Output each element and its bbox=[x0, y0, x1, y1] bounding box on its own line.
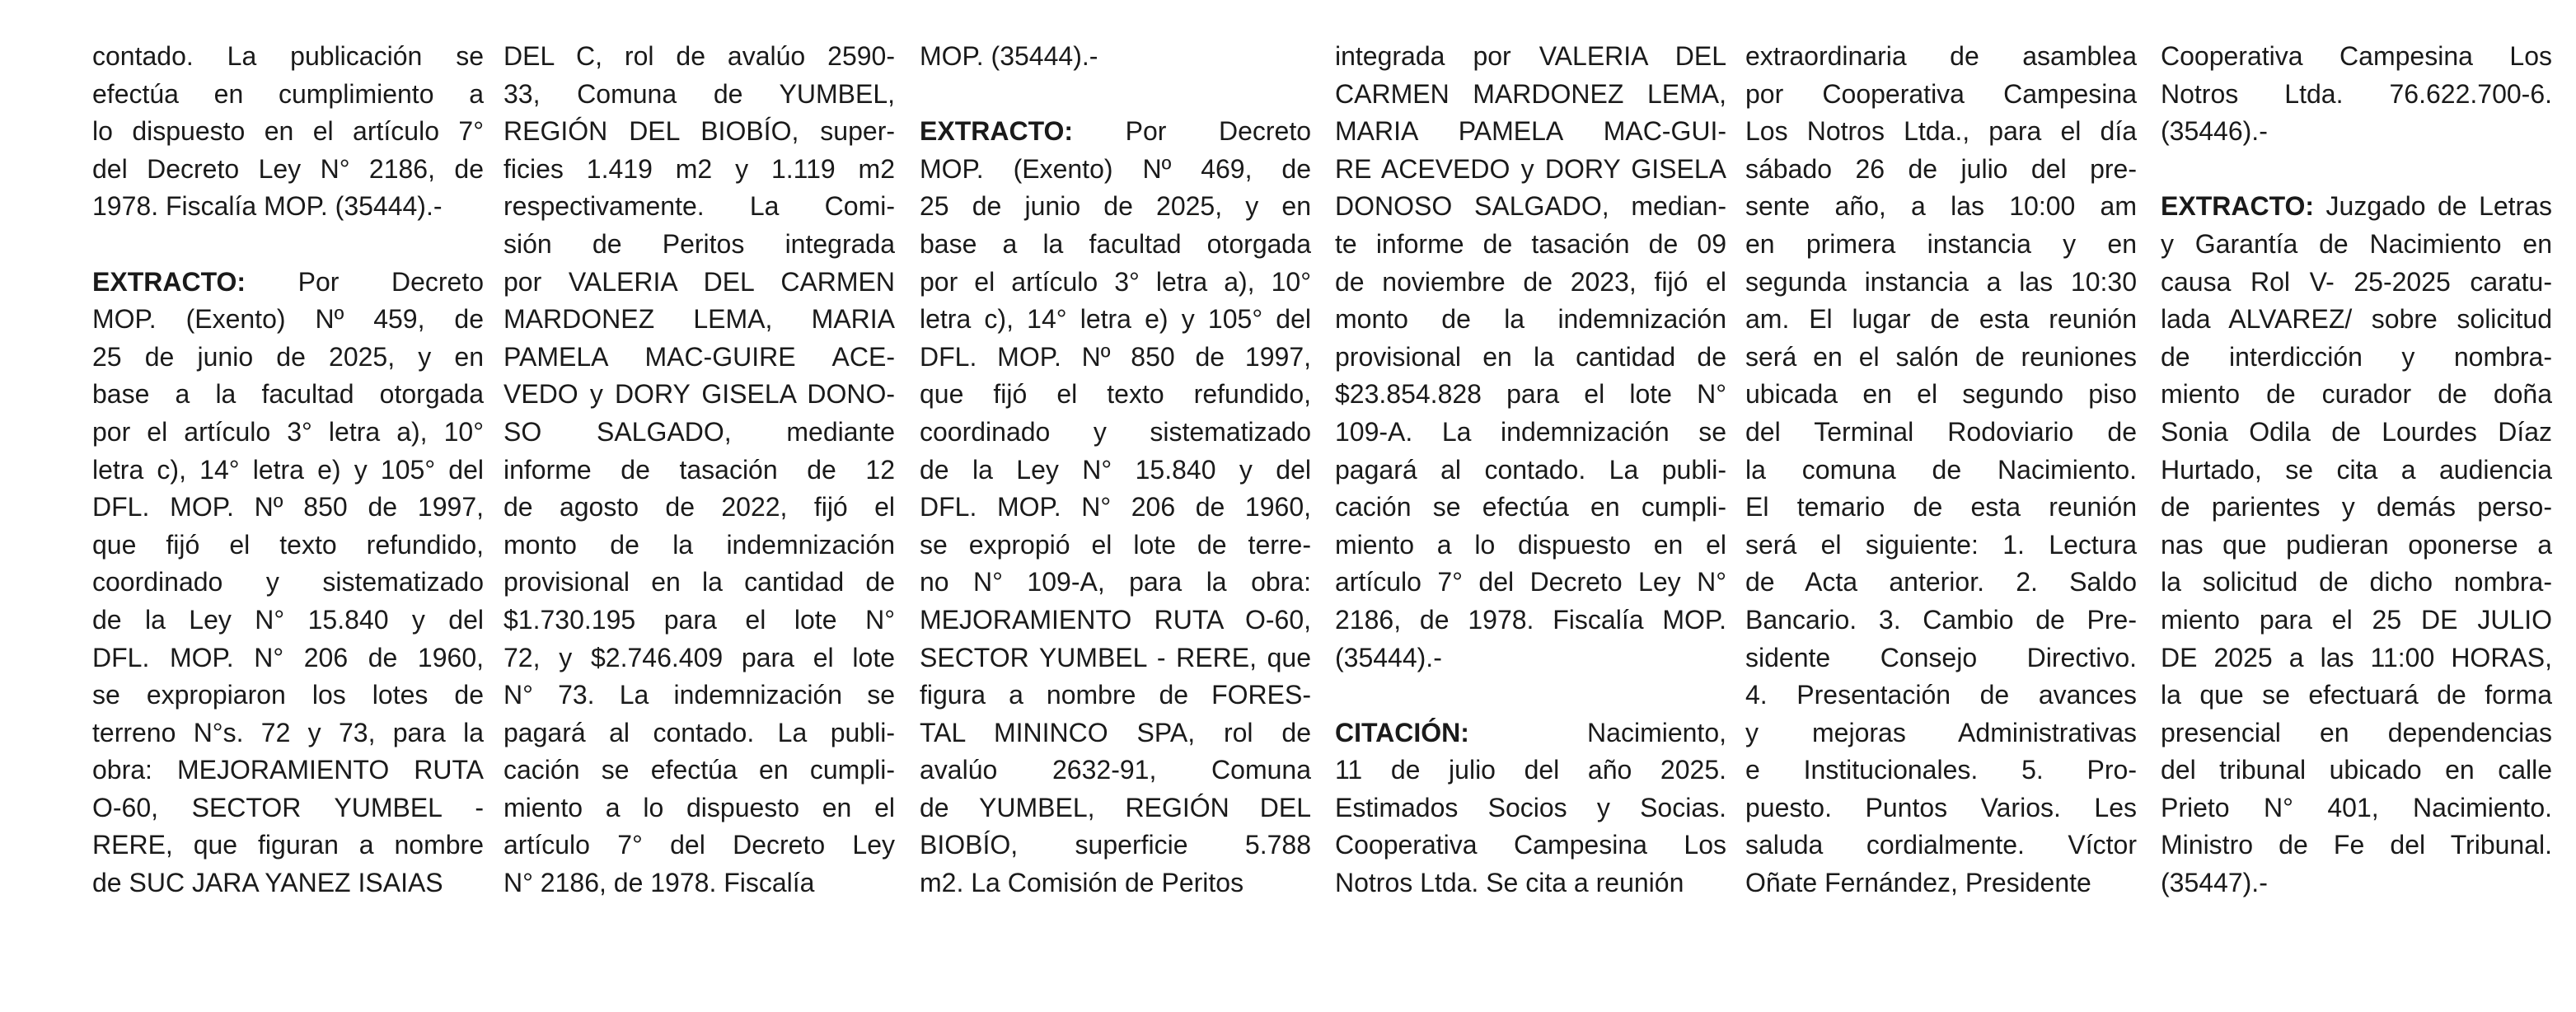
notice-paragraph bbox=[920, 38, 1311, 76]
text-line: 25 de junio de 2025, y en bbox=[920, 191, 1311, 222]
text-line: sábado 26 de julio del pre- bbox=[1745, 153, 2137, 184]
column-2 bbox=[503, 38, 895, 902]
text-line: será el siguiente: 1. Lectura bbox=[1745, 529, 2137, 560]
text-line: Ministro de Fe del Tribunal. bbox=[2161, 830, 2552, 860]
text-line: ficies 1.419 m2 y 1.119 m2 bbox=[503, 153, 895, 184]
text-line: 1978. Fiscalía MOP. (35444).- bbox=[92, 191, 443, 222]
text-line: contado. La publicación se bbox=[92, 41, 484, 71]
text-line: m2. La Comisión de Peritos bbox=[920, 868, 1244, 898]
text-line: lo dispuesto en el artículo 7° bbox=[92, 116, 484, 147]
column-5 bbox=[1745, 38, 2137, 902]
text-line: 11 de julio del año 2025. bbox=[1335, 755, 1726, 785]
text-line: miento a lo dispuesto en el bbox=[1335, 529, 1726, 560]
text-line: REGIÓN DEL BIOBÍO, super- bbox=[503, 116, 895, 147]
text-line: de YUMBEL, REGIÓN DEL bbox=[920, 792, 1311, 822]
text-line: pagará al contado. La publi- bbox=[1335, 454, 1726, 485]
text-line: 109-A. La indemnización se bbox=[1335, 416, 1726, 447]
text-line: se expropiaron los lotes de bbox=[92, 680, 484, 710]
column-3 bbox=[920, 38, 1311, 902]
notice-paragraph bbox=[2161, 38, 2552, 151]
text-line: DONOSO SALGADO, median- bbox=[1335, 191, 1726, 222]
text-line: del Terminal Rodoviario de bbox=[1745, 416, 2137, 447]
text-line: MARIA PAMELA MAC-GUI- bbox=[1335, 116, 1726, 147]
column-1 bbox=[92, 38, 484, 902]
text-line: pagará al contado. La publi- bbox=[503, 717, 895, 747]
text-line: El temario de esta reunión bbox=[1745, 492, 2137, 522]
text-line: Oñate Fernández, Presidente bbox=[1745, 868, 2091, 898]
text-line: figura a nombre de FORES- bbox=[920, 680, 1311, 710]
text-line: que fijó el texto refundido, bbox=[920, 379, 1311, 410]
text-line: saluda cordialmente. Víctor bbox=[1745, 830, 2137, 860]
paragraph-gap bbox=[920, 76, 1311, 114]
notice-paragraph bbox=[92, 38, 484, 226]
text-line: 33, Comuna de YUMBEL, bbox=[503, 78, 895, 109]
paragraph-gap bbox=[92, 226, 484, 264]
text-line: Notros Ltda. 76.622.700-6. bbox=[2161, 78, 2552, 109]
text-line: de parientes y demás perso- bbox=[2161, 492, 2552, 522]
notice-heading: EXTRACTO: bbox=[920, 116, 1074, 147]
text-line: Cooperativa Campesina Los bbox=[1335, 830, 1726, 860]
text-line bbox=[2161, 188, 2552, 226]
text-line: 25 de junio de 2025, y en bbox=[92, 341, 484, 372]
text-line: integrada por VALERIA DEL bbox=[1335, 41, 1726, 71]
text-line: 72, y $2.746.409 para el lote bbox=[503, 642, 895, 672]
text-line: puesto. Puntos Varios. Les bbox=[1745, 792, 2137, 822]
notice-paragraph bbox=[1745, 38, 2137, 902]
text-line: será en el salón de reuniones bbox=[1745, 341, 2137, 372]
text-line: DFL. MOP. Nº 850 de 1997, bbox=[920, 341, 1311, 372]
text-line: SECTOR YUMBEL - RERE, que bbox=[920, 642, 1311, 672]
text-line: sión de Peritos integrada bbox=[503, 228, 895, 259]
text-line: (35446).- bbox=[2161, 116, 2268, 147]
heading-continuation: Nacimiento, bbox=[1468, 717, 1726, 747]
text-line: avalúo 2632-91, Comuna bbox=[920, 755, 1311, 785]
paragraph-gap bbox=[2161, 151, 2552, 189]
text-line: MOP. (Exento) Nº 469, de bbox=[920, 153, 1311, 184]
text-line: MOP. (35444).- bbox=[920, 41, 1098, 71]
text-line: $1.730.195 para el lote N° bbox=[503, 604, 895, 635]
text-line: RE ACEVEDO y DORY GISELA bbox=[1335, 153, 1726, 184]
text-line: PAMELA MAC-GUIRE ACE- bbox=[503, 341, 895, 372]
text-line: de agosto de 2022, fijó el bbox=[503, 492, 895, 522]
notice-heading: CITACIÓN: bbox=[1335, 717, 1469, 747]
text-line: artículo 7° del Decreto Ley N° bbox=[1335, 567, 1726, 597]
text-line: extraordinaria de asamblea bbox=[1745, 41, 2137, 71]
notice-heading: EXTRACTO: bbox=[2161, 191, 2315, 222]
text-line: 2186, de 1978. Fiscalía MOP. bbox=[1335, 604, 1726, 635]
text-line: DEL C, rol de avalúo 2590- bbox=[503, 41, 895, 71]
text-line: no N° 109-A, para la obra: bbox=[920, 567, 1311, 597]
text-line: miento a lo dispuesto en el bbox=[503, 792, 895, 822]
notice-heading: EXTRACTO: bbox=[92, 266, 246, 297]
text-line: de la Ley N° 15.840 y del bbox=[92, 604, 484, 635]
text-line: provisional en la cantidad de bbox=[1335, 341, 1726, 372]
text-line: Hurtado, se cita a audiencia bbox=[2161, 454, 2552, 485]
text-line: letra c), 14° letra e) y 105° del bbox=[920, 304, 1311, 335]
text-line bbox=[92, 264, 484, 302]
text-line: en primera instancia y en bbox=[1745, 228, 2137, 259]
text-line: Prieto N° 401, Nacimiento. bbox=[2161, 792, 2552, 822]
text-line: DFL. MOP. N° 206 de 1960, bbox=[92, 642, 484, 672]
text-line: de noviembre de 2023, fijó el bbox=[1335, 266, 1726, 297]
column-6 bbox=[2161, 38, 2552, 902]
column-4 bbox=[1335, 38, 1726, 902]
text-line: Los Notros Ltda., para el día bbox=[1745, 116, 2137, 147]
text-line: (35444).- bbox=[1335, 642, 1442, 672]
text-line: BIOBÍO, superficie 5.788 bbox=[920, 830, 1311, 860]
text-line: base a la facultad otorgada bbox=[920, 228, 1311, 259]
text-line: y Garantía de Nacimiento en bbox=[2161, 228, 2552, 259]
text-line: SO SALGADO, mediante bbox=[503, 416, 895, 447]
text-line: de la Ley N° 15.840 y del bbox=[920, 454, 1311, 485]
notice-paragraph bbox=[503, 38, 895, 902]
text-line: CARMEN MARDONEZ LEMA, bbox=[1335, 78, 1726, 109]
text-line: respectivamente. La Comi- bbox=[503, 191, 895, 222]
text-line: nas que pudieran oponerse a bbox=[2161, 529, 2552, 560]
text-line: ubicada en el segundo piso bbox=[1745, 379, 2137, 410]
text-line: (35447).- bbox=[2161, 868, 2268, 898]
text-line: y mejoras Administrativas bbox=[1745, 717, 2137, 747]
text-line: e Institucionales. 5. Pro- bbox=[1745, 755, 2137, 785]
text-line: RERE, que figuran a nombre bbox=[92, 830, 484, 860]
text-line: MARDONEZ LEMA, MARIA bbox=[503, 304, 895, 335]
text-line: efectúa en cumplimiento a bbox=[92, 78, 484, 109]
text-line: de Acta anterior. 2. Saldo bbox=[1745, 567, 2137, 597]
text-line: presencial en dependencias bbox=[2161, 717, 2552, 747]
text-line: artículo 7° del Decreto Ley bbox=[503, 830, 895, 860]
text-line: la solicitud de dicho nombra- bbox=[2161, 567, 2552, 597]
notice-paragraph bbox=[920, 113, 1311, 902]
text-line: Cooperativa Campesina Los bbox=[2161, 41, 2552, 71]
text-line: TAL MININCO SPA, rol de bbox=[920, 717, 1311, 747]
text-line: Notros Ltda. Se cita a reunión bbox=[1335, 868, 1684, 898]
text-line: por Cooperativa Campesina bbox=[1745, 78, 2137, 109]
text-line: del tribunal ubicado en calle bbox=[2161, 755, 2552, 785]
heading-continuation: Por Decreto bbox=[1073, 116, 1311, 147]
text-line: letra c), 14° letra e) y 105° del bbox=[92, 454, 484, 485]
text-line: N° 2186, de 1978. Fiscalía bbox=[503, 868, 815, 898]
text-line: O-60, SECTOR YUMBEL - bbox=[92, 792, 484, 822]
text-line: causa Rol V- 25-2025 caratu- bbox=[2161, 266, 2552, 297]
text-line: VEDO y DORY GISELA DONO- bbox=[503, 379, 895, 410]
text-line: de interdicción y nombra- bbox=[2161, 341, 2552, 372]
text-line: la que se efectuará de forma bbox=[2161, 680, 2552, 710]
text-line: de SUC JARA YANEZ ISAIAS bbox=[92, 868, 443, 898]
text-line: sente año, a las 10:00 am bbox=[1745, 191, 2137, 222]
text-line: DE 2025 a las 11:00 HORAS, bbox=[2161, 642, 2552, 672]
text-line: miento para el 25 DE JULIO bbox=[2161, 604, 2552, 635]
notice-paragraph bbox=[2161, 188, 2552, 902]
text-line: informe de tasación de 12 bbox=[503, 454, 895, 485]
text-line: miento de curador de doña bbox=[2161, 379, 2552, 410]
text-line: cación se efectúa en cumpli- bbox=[1335, 492, 1726, 522]
text-line: la comuna de Nacimiento. bbox=[1745, 454, 2137, 485]
text-line: am. El lugar de esta reunión bbox=[1745, 304, 2137, 335]
text-line: cación se efectúa en cumpli- bbox=[503, 755, 895, 785]
text-line: que fijó el texto refundido, bbox=[92, 529, 484, 560]
text-line: monto de la indemnización bbox=[1335, 304, 1726, 335]
text-line: DFL. MOP. Nº 850 de 1997, bbox=[92, 492, 484, 522]
text-line: MOP. (Exento) Nº 459, de bbox=[92, 304, 484, 335]
text-line: segunda instancia a las 10:30 bbox=[1745, 266, 2137, 297]
text-line: provisional en la cantidad de bbox=[503, 567, 895, 597]
text-line: por el artículo 3° letra a), 10° bbox=[920, 266, 1311, 297]
notice-paragraph bbox=[1335, 714, 1726, 902]
text-line: Sonia Odila de Lourdes Díaz bbox=[2161, 416, 2552, 447]
text-line: Bancario. 3. Cambio de Pre- bbox=[1745, 604, 2137, 635]
text-line: coordinado y sistematizado bbox=[920, 416, 1311, 447]
text-line: base a la facultad otorgada bbox=[92, 379, 484, 410]
text-line: monto de la indemnización bbox=[503, 529, 895, 560]
text-line: sidente Consejo Directivo. bbox=[1745, 642, 2137, 672]
text-line: N° 73. La indemnización se bbox=[503, 680, 895, 710]
text-line: $23.854.828 para el lote N° bbox=[1335, 379, 1726, 410]
text-line: Estimados Socios y Socias. bbox=[1335, 792, 1726, 822]
heading-continuation: Por Decreto bbox=[246, 266, 484, 297]
text-line: terreno N°s. 72 y 73, para la bbox=[92, 717, 484, 747]
text-line: te informe de tasación de 09 bbox=[1335, 228, 1726, 259]
notice-paragraph bbox=[1335, 38, 1726, 677]
text-line: por VALERIA DEL CARMEN bbox=[503, 266, 895, 297]
notice-paragraph bbox=[92, 264, 484, 902]
text-line: lada ALVAREZ/ sobre solicitud bbox=[2161, 304, 2552, 335]
text-line: del Decreto Ley N° 2186, de bbox=[92, 153, 484, 184]
text-line bbox=[1335, 714, 1726, 752]
text-line: por el artículo 3° letra a), 10° bbox=[92, 416, 484, 447]
text-line: se expropió el lote de terre- bbox=[920, 529, 1311, 560]
heading-continuation: Juzgado de Letras bbox=[2314, 191, 2552, 222]
text-line: DFL. MOP. N° 206 de 1960, bbox=[920, 492, 1311, 522]
paragraph-gap bbox=[1335, 677, 1726, 714]
text-line: coordinado y sistematizado bbox=[92, 567, 484, 597]
text-line: MEJORAMIENTO RUTA O-60, bbox=[920, 604, 1311, 635]
text-line bbox=[920, 113, 1311, 151]
text-line: 4. Presentación de avances bbox=[1745, 680, 2137, 710]
text-line: obra: MEJORAMIENTO RUTA bbox=[92, 755, 484, 785]
